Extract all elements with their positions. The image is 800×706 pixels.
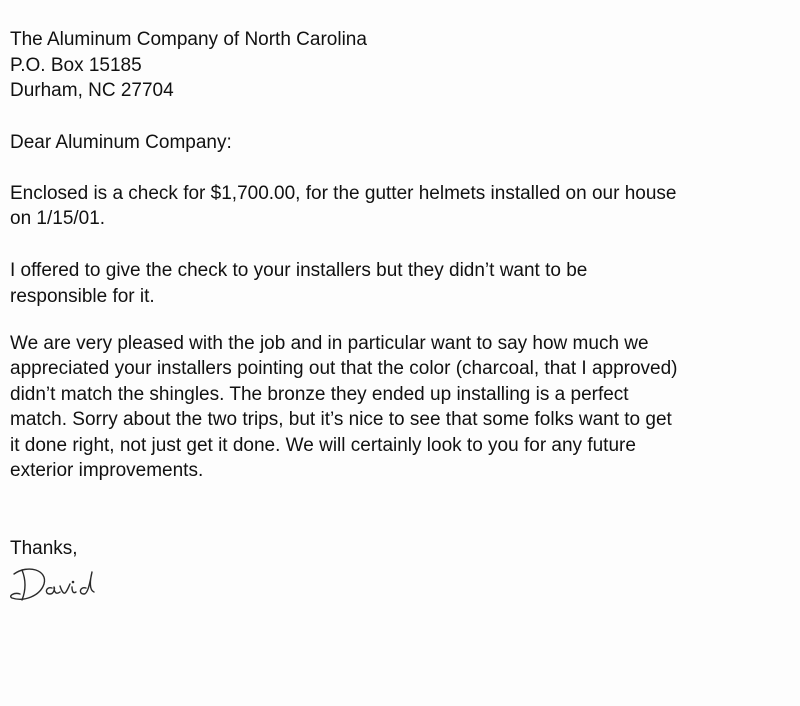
- paragraph3-line: match. Sorry about the two trips, but it’s nice to see that some folks want to get: [10, 409, 672, 430]
- paragraph1-line: Enclosed is a check for $1,700.00, for the gutter helmets installed on our house: [10, 183, 677, 204]
- paragraph3-line: exterior improvements.: [10, 460, 204, 481]
- paragraph3-line: We are very pleased with the job and in particular want to say how much we: [10, 333, 649, 354]
- paragraph3-line: it done right, not just get it done. We will certainly look to you for any future: [10, 435, 636, 456]
- salutation: Dear Aluminum Company:: [10, 132, 232, 153]
- paragraph2-line: I offered to give the check to your installers but they didn’t want to be: [10, 260, 588, 281]
- paragraph3-line: appreciated your installers pointing out that the color (charcoal, that I approved): [10, 358, 678, 379]
- address-line-city: Durham, NC 27704: [10, 80, 174, 101]
- paragraph3-line: didn’t match the shingles. The bronze they ended up installing is a perfect: [10, 384, 629, 405]
- paragraph1-line: on 1/15/01.: [10, 208, 106, 229]
- handwritten-signature: [8, 562, 128, 612]
- address-line-company: The Aluminum Company of North Carolina: [10, 29, 367, 50]
- paragraph2-line: responsible for it.: [10, 286, 155, 307]
- closing: Thanks,: [10, 538, 78, 559]
- address-line-pobox: P.O. Box 15185: [10, 55, 142, 76]
